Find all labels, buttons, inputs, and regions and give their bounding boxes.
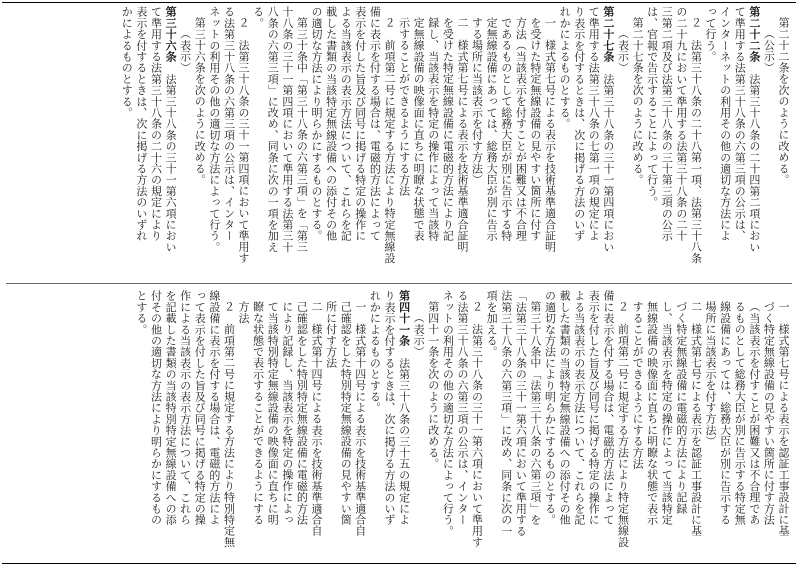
line-text: 一 様式第十四号による表示を技術基準適合自: [353, 301, 367, 537]
top-rule: [2, 2, 796, 3]
line-text: であるものとして総務大臣が別に告示する特: [499, 17, 513, 241]
line-text: インターネットの利用その他の適切な方法によ: [718, 6, 732, 242]
text-line: [192, 290, 207, 558]
line-text: 法第三十八条の三十五の規定によ: [397, 346, 411, 526]
line-text: 瞭な状態で表示することができるようにする: [251, 301, 265, 525]
section-divider: [6, 283, 792, 284]
text-line: [484, 290, 499, 558]
article-heading: 第二十七条: [601, 6, 615, 62]
bottom-rule: [2, 563, 796, 564]
line-text: 所に付す方法: [324, 301, 338, 369]
text-line: [206, 6, 221, 278]
text-line: [702, 6, 717, 278]
line-text: を受けた特定無線設備に電磁的方法により記: [441, 17, 455, 241]
text-line: [323, 290, 338, 558]
line-text: の二十九において準用する法第三十八条の二十: [674, 6, 688, 242]
text-line: [440, 6, 455, 278]
text-line: [469, 290, 484, 558]
line-text: 線設備に表示を付する場合は、電磁的方法によ: [207, 290, 221, 526]
text-line: [484, 6, 499, 278]
line-text: 十八条の三十一第四項において準用する法第三十: [280, 6, 294, 253]
line-text: 備に表示を付する場合は、電磁的方法によって: [368, 6, 382, 242]
line-text: は、官報で告示することによって行う。: [645, 6, 659, 208]
text-line: [133, 6, 148, 278]
line-text: づく特定無線設備の見やすい箇所に付す方法: [762, 301, 776, 525]
text-line: [367, 290, 382, 558]
text-line: [644, 6, 659, 278]
text-line: [644, 290, 659, 558]
line-text: 己確認をした特別特定無線設備に電磁的方法: [295, 301, 309, 525]
text-line: [148, 6, 163, 278]
line-text: よる当該表示の表示方法について、これらを記: [339, 6, 353, 242]
text-line: [279, 6, 294, 278]
line-text: することができるようにする方法: [631, 301, 645, 469]
line-text: ２ 法第三十八条の二十八第一項、法第三十八条: [689, 17, 703, 264]
line-text: ２ 前項第二号に規定する方法により特定無線設: [382, 17, 396, 264]
line-text: 定無線設備の映像面に直ちに明瞭な状態で表: [412, 17, 426, 241]
line-text: 二 様式第十四号による表示を技術基準適合自: [310, 301, 323, 537]
line-text: 法第三十八条の六第三項」に改め、同条に次の一: [499, 290, 513, 537]
line-text: （公示）: [762, 28, 776, 73]
article-heading: 第二十二条: [747, 6, 761, 62]
text-line: [615, 6, 630, 278]
line-text: 二 様式第七号による表示を認証工事設計に基: [689, 301, 703, 537]
text-line: [352, 290, 367, 558]
text-line: [746, 6, 761, 278]
article-heading: 第四十一条: [397, 290, 411, 346]
line-text: する場所に当該表示を付す方法）: [470, 17, 484, 185]
line-text: ２ 前項第二号に規定する方法により特定無線設: [616, 301, 630, 548]
line-text: り表示を付するときは、次に掲げる方法のいず: [572, 6, 586, 242]
line-text: ２ 前項第二号に規定する方法により特別特定無: [222, 301, 236, 548]
text-line: [513, 6, 528, 278]
text-line: [294, 6, 309, 278]
text-line: [381, 290, 396, 558]
text-line: [308, 6, 323, 278]
line-text: 表示を付した旨及び同号に掲げる特定の操作に: [353, 6, 367, 242]
line-text: 項を加える。: [485, 290, 499, 358]
line-text: 定無線設備にあっては、総務大臣が別に告示: [485, 17, 499, 241]
text-line: [717, 6, 732, 278]
line-text: って行う。: [704, 6, 718, 62]
text-line: [323, 6, 338, 278]
text-line: [148, 290, 163, 558]
line-text: 「法第三十八条の三十一第六項において準用する: [514, 290, 528, 537]
text-line: [542, 6, 557, 278]
line-text: 載した書類の当該特定無線設備への添付その他: [558, 290, 572, 526]
article-heading: 第三十六条: [164, 6, 178, 62]
line-text: よる当該表示の表示方法について、これらを記: [572, 290, 586, 526]
line-text: 表示を付するときは、次に掲げる方法のいずれ: [134, 6, 148, 242]
text-line: [673, 290, 688, 558]
text-line: [396, 290, 411, 558]
text-line: [425, 6, 440, 278]
line-text: 二 様式第七号による表示を技術基準適合証明: [455, 17, 469, 253]
lower-text-block: [6, 290, 790, 558]
line-text: ネットの利用その他の適切な方法によって行う。: [207, 6, 221, 253]
text-line: [761, 6, 776, 278]
text-line: [279, 290, 294, 558]
text-line: [367, 6, 382, 278]
text-line: [557, 6, 572, 278]
text-line: [498, 290, 513, 558]
line-text: を受けた特定無線設備の見やすい箇所に付す: [528, 17, 542, 241]
line-text: 表示を付した旨及び同号に掲げる特定の操作に: [587, 290, 601, 526]
line-text: て準用する法第三十八条の二十六の規定により: [149, 6, 163, 242]
line-text: （当該表示を付すことが困難又は不合理であ: [747, 301, 761, 525]
line-text: ネットの利用その他の適切な方法によって行う。: [441, 290, 455, 537]
line-text: 録し、当該表示を特定の操作によって当該特: [426, 17, 440, 241]
text-line: [454, 6, 469, 278]
line-text: れかによるものとする。: [368, 290, 382, 414]
text-line: [294, 290, 309, 558]
line-text: 第四十一条を次のように改める。: [426, 301, 440, 469]
text-line: [308, 290, 323, 558]
line-text: 八条の六第三項」に改め、同条に次の一項を加え: [266, 6, 280, 253]
line-text: とする。: [134, 290, 148, 335]
line-text: 無線設備の映像面に直ちに明瞭な状態で表示: [645, 301, 659, 525]
text-line: [542, 290, 557, 558]
text-line: [396, 6, 411, 278]
text-line: [600, 6, 615, 278]
line-text: 備に表示を付する場合は、電磁的方法によって: [601, 290, 615, 526]
text-line: [513, 290, 528, 558]
text-line: [571, 6, 586, 278]
text-line: [629, 290, 644, 558]
text-line: [527, 290, 542, 558]
line-text: て準用する法第三十八条の六第三項の公示は、: [733, 6, 747, 242]
line-text: って表示を付した旨及び同号に掲げる特定の操: [193, 290, 207, 526]
text-line: [338, 6, 353, 278]
text-line: [702, 290, 717, 558]
text-line: [381, 6, 396, 278]
line-text: 法第三十八条の三十一第四項におい: [601, 62, 615, 253]
text-line: [688, 290, 703, 558]
line-text: 第三十八条中「法第三十八条の六第三項」を: [528, 301, 542, 525]
line-text: る法第三十八条の六第三項の公示は、インター: [455, 290, 469, 526]
upper-text-block: [6, 6, 790, 278]
line-text: て当該特別特定無線設備の映像面に直ちに明: [266, 301, 280, 525]
line-text: 付その他の適切な方法により明らかにするもの: [149, 290, 163, 526]
text-line: [469, 6, 484, 278]
text-line: [177, 6, 192, 278]
line-text: るものとして総務大臣が別に告示する特定無: [733, 301, 747, 525]
text-line: [571, 290, 586, 558]
line-text: づく特定無線設備に電磁的方法により記録: [674, 301, 688, 514]
line-text: ２ 法第三十八条の三十一第四項において準用す: [237, 17, 251, 264]
text-line: [775, 290, 790, 558]
text-line: [498, 6, 513, 278]
text-line: [265, 290, 280, 558]
text-line: [732, 290, 747, 558]
line-text: （表示）: [616, 28, 630, 73]
text-line: [265, 6, 280, 278]
line-text: ２ 法第三十八条の三十一第六項において準用す: [470, 301, 484, 548]
line-text: て準用する法第三十八条の七第一項の規定によ: [587, 6, 601, 242]
text-line: [338, 290, 353, 558]
text-line: [659, 290, 674, 558]
text-line: [162, 290, 177, 558]
text-line: [629, 6, 644, 278]
text-line: [775, 6, 790, 278]
line-text: かによるものとする。: [120, 6, 134, 118]
text-line: [352, 6, 367, 278]
line-text: 方法: [237, 301, 251, 324]
text-line: [425, 290, 440, 558]
text-line: [761, 290, 776, 558]
text-line: [717, 290, 732, 558]
line-text: る法第三十八条の六第三項の公示は、インター: [222, 6, 236, 242]
text-line: [177, 290, 192, 558]
text-line: [454, 290, 469, 558]
text-line: [688, 6, 703, 278]
line-text: 線設備にあっては、総務大臣が別に告示する: [718, 301, 732, 525]
text-line: [206, 290, 221, 558]
text-line: [411, 6, 426, 278]
text-line: [557, 290, 572, 558]
line-text: 一 様式第七号による表示を認証工事設計に基: [777, 301, 790, 537]
line-text: 第三十六条を次のように改める。: [193, 17, 207, 185]
line-text: れかによるものとする。: [558, 6, 572, 130]
line-text: 第三十条中「第三十八条の六第三項」を「第三: [295, 17, 309, 253]
line-text: 己確認をした特別特定無線設備の見やすい箇: [339, 301, 353, 525]
line-text: 第二十七条を次のように改める。: [631, 17, 645, 185]
text-line: [673, 6, 688, 278]
line-text: り表示を付するときは、次に掲げる方法のいず: [382, 290, 396, 526]
text-line: [746, 290, 761, 558]
text-line: [527, 6, 542, 278]
text-line: [221, 290, 236, 558]
line-text: 示することができるようにする方法: [397, 17, 411, 197]
text-line: [732, 6, 747, 278]
text-line: [250, 290, 265, 558]
line-text: （表示）: [178, 28, 192, 73]
text-line: [659, 6, 674, 278]
text-line: [235, 6, 250, 278]
text-line: [119, 6, 134, 278]
line-text: 方法（当該表示を付すことが困難又は不合理: [514, 17, 528, 241]
text-line: [192, 6, 207, 278]
line-text: 一 様式第七号による表示を技術基準適合証明: [543, 17, 557, 253]
line-text: し、当該表示を特定の操作によって当該特定: [660, 301, 674, 525]
text-line: [586, 290, 601, 558]
text-line: [411, 290, 426, 558]
line-text: 三第二項及び法第三十八条の三十第三項の公示: [660, 6, 674, 242]
line-text: の適切な方法により明らかにするものとする。: [310, 6, 323, 242]
line-text: 載した書類の当該特定無線設備への添付その他: [324, 6, 338, 242]
line-text: 場所に当該表示を付す方法）: [704, 301, 718, 447]
line-text: により記録し、当該表示を特定の操作によっ: [280, 301, 294, 525]
text-line: [162, 6, 177, 278]
line-text: の適切な方法により明らかにするものとする。: [543, 290, 557, 526]
text-line: [221, 6, 236, 278]
text-line: [586, 6, 601, 278]
text-line: [250, 6, 265, 278]
line-text: 法第三十八条の三十一第六項におい: [164, 62, 178, 253]
line-text: る。: [251, 6, 265, 29]
line-text: 第二十二条を次のように改める。: [777, 17, 790, 185]
text-line: [440, 290, 455, 558]
text-line: [133, 290, 148, 558]
text-line: [600, 290, 615, 558]
line-text: （表示）: [412, 312, 426, 357]
line-text: を記載した書類の当該特別特定無線設備への添: [164, 290, 178, 526]
text-line: [235, 290, 250, 558]
text-line: [615, 290, 630, 558]
line-text: 法第三十八条の二十四第二項におい: [747, 62, 761, 253]
line-text: 作による当該表示の表示方法について、これら: [178, 290, 192, 526]
